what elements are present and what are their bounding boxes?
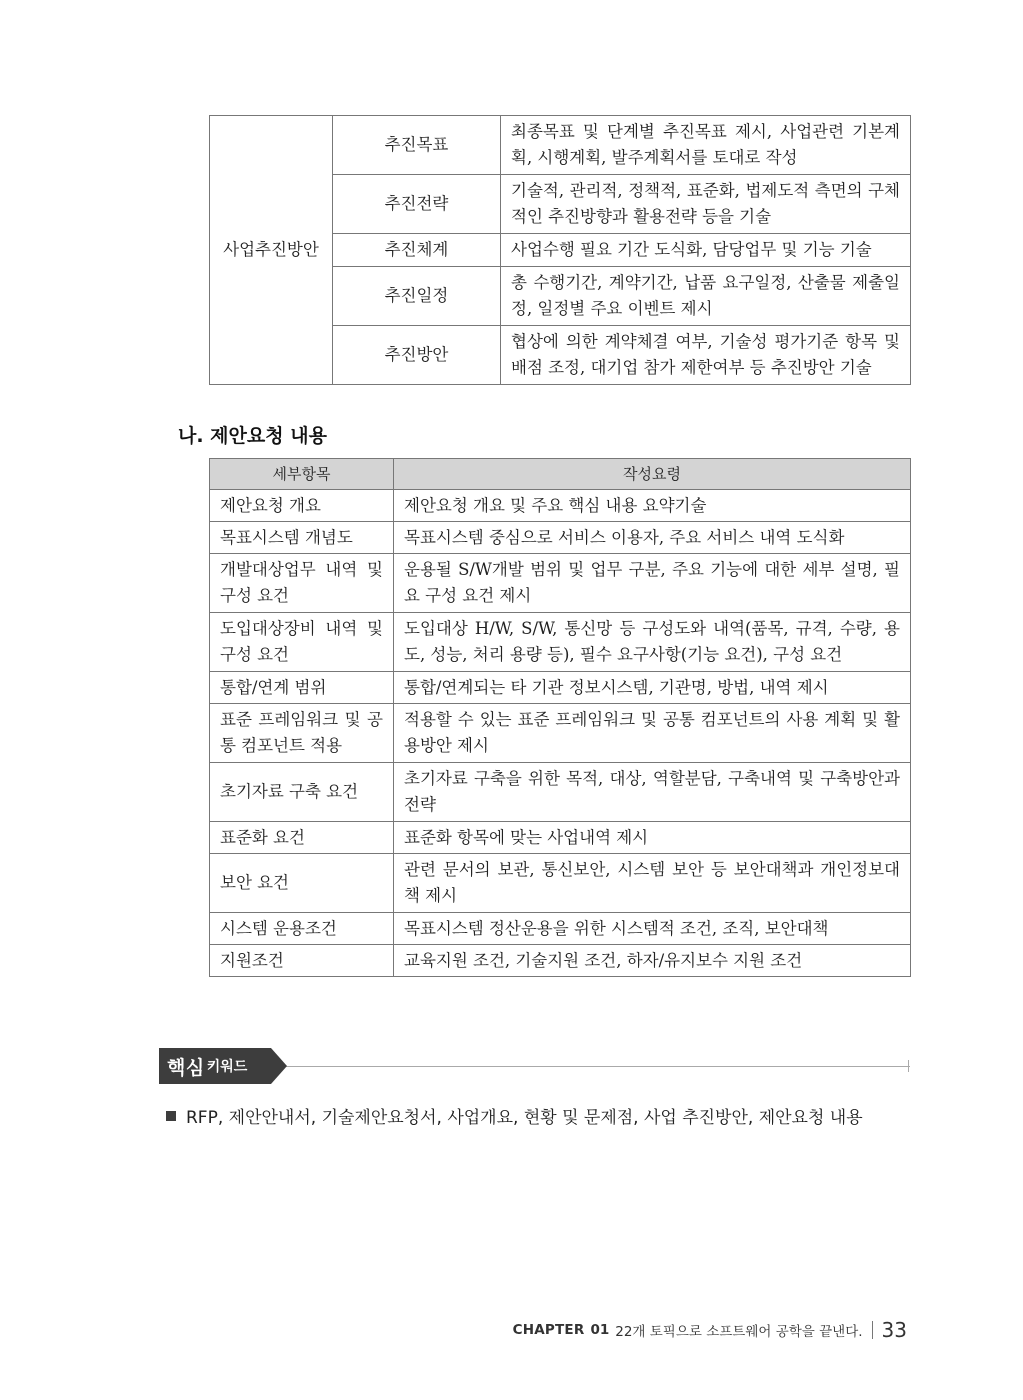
keyword-list: [166, 1103, 863, 1128]
table-row: [210, 672, 911, 704]
column-header-guide: 작성요령: [394, 459, 911, 490]
footer-chapter: CHAPTER: [512, 1322, 585, 1338]
desc-cell: 목표시스템 중심으로 서비스 이용자, 주요 서비스 내역 도식화: [394, 522, 911, 554]
desc-cell: 적용할 수 있는 표준 프레임워크 및 공통 컴포넌트의 사용 계획 및 활용방안 제시: [394, 704, 911, 763]
table-row: [210, 822, 911, 854]
table-row: [210, 763, 911, 822]
keyword-text: RFP, 제안안내서, 기술제안요청서, 사업개요, 현황 및 문제점, 사업 추진방안, 제안요청 내용: [186, 1108, 863, 1128]
table-row: [210, 913, 911, 945]
desc-cell: 초기자료 구축을 위한 목적, 대상, 역할분담, 구축내역 및 구축방안과 전략: [394, 763, 911, 822]
table-row: [210, 522, 911, 554]
page-footer: [513, 1318, 907, 1342]
item-cell: 개발대상업무 내역 및 구성 요건: [210, 554, 394, 613]
desc-cell: 최종목표 및 단계별 추진목표 제시, 사업관련 기본계획, 시행계획, 발주계획서를 토대로 작성: [501, 116, 911, 175]
item-cell: 초기자료 구축 요건: [210, 763, 394, 822]
item-cell: 지원조건: [210, 945, 394, 977]
item-cell: 도입대상장비 내역 및 구성 요건: [210, 613, 394, 672]
desc-cell: 제안요청 개요 및 주요 핵심 내용 요약기술: [394, 490, 911, 522]
item-cell: 시스템 운용조건: [210, 913, 394, 945]
desc-cell: 협상에 의한 계약체결 여부, 기술성 평가기준 항목 및 배점 조정, 대기업 참가 제한여부 등 추진방안 기술: [501, 326, 911, 385]
item-cell: 통합/연계 범위: [210, 672, 394, 704]
table-header-row: [210, 459, 911, 490]
page-number: 33: [881, 1318, 907, 1342]
desc-cell: 표준화 항목에 맞는 사업내역 제시: [394, 822, 911, 854]
section-title: 나. 제안요청 내용: [178, 425, 327, 447]
desc-cell: 운용될 S/W개발 범위 및 업무 구분, 주요 기능에 대한 세부 설명, 필요 구성 요건 제시: [394, 554, 911, 613]
group-label: 사업추진방안: [210, 116, 333, 385]
footer-separator: [872, 1321, 873, 1339]
item-cell: 제안요청 개요: [210, 490, 394, 522]
desc-cell: 통합/연계되는 타 기관 정보시스템, 기관명, 방법, 내역 제시: [394, 672, 911, 704]
square-bullet-icon: [166, 1111, 176, 1121]
desc-cell: 기술적, 관리적, 정책적, 표준화, 법제도적 측면의 구체적인 추진방향과 활용전략 등을 기술: [501, 175, 911, 234]
desc-cell: 도입대상 H/W, S/W, 통신망 등 구성도와 내역(품목, 규격, 수량, 용도, 성능, 처리 용량 등), 필수 요구사항(기능 요건), 구성 요건: [394, 613, 911, 672]
item-cell: 표준 프레임워크 및 공통 컴포넌트 적용: [210, 704, 394, 763]
item-cell: 보안 요건: [210, 854, 394, 913]
table-row: [210, 116, 911, 175]
column-header-item: 세부항목: [210, 459, 394, 490]
item-cell: 추진체계: [333, 234, 501, 267]
keyword-divider-end: [908, 1060, 909, 1072]
desc-cell: 사업수행 필요 기간 도식화, 담당업무 및 기능 기술: [501, 234, 911, 267]
footer-chapter-title: 22개 토픽으로 소프트웨어 공학을 끝낸다.: [615, 1324, 863, 1340]
proposal-content-table: [209, 458, 911, 977]
footer-chapter-number: 01: [590, 1322, 610, 1338]
desc-cell: 총 수행기간, 계약기간, 납품 요구일정, 산출물 제출일정, 일정별 주요 이벤트 제시: [501, 267, 911, 326]
table-row: [210, 490, 911, 522]
desc-cell: 관련 문서의 보관, 통신보안, 시스템 보안 등 보안대책과 개인정보대책 제시: [394, 854, 911, 913]
project-plan-table: [209, 115, 911, 385]
keyword-badge-big: 핵심: [167, 1056, 205, 1079]
table-row: [210, 613, 911, 672]
desc-cell: 목표시스템 정산운용을 위한 시스템적 조건, 조직, 보안대책: [394, 913, 911, 945]
keyword-badge-small: 키워드: [206, 1059, 248, 1075]
item-cell: 추진목표: [333, 116, 501, 175]
item-cell: 표준화 요건: [210, 822, 394, 854]
item-cell: 추진전략: [333, 175, 501, 234]
item-cell: 추진방안: [333, 326, 501, 385]
item-cell: 추진일정: [333, 267, 501, 326]
table-row: [210, 854, 911, 913]
table-row: [210, 945, 911, 977]
desc-cell: 교육지원 조건, 기술지원 조건, 하자/유지보수 지원 조건: [394, 945, 911, 977]
table-row: [210, 704, 911, 763]
table-row: [210, 554, 911, 613]
item-cell: 목표시스템 개념도: [210, 522, 394, 554]
keyword-badge: [159, 1048, 271, 1084]
keyword-badge-arrow-icon: [271, 1048, 287, 1084]
keyword-divider: [285, 1066, 910, 1067]
